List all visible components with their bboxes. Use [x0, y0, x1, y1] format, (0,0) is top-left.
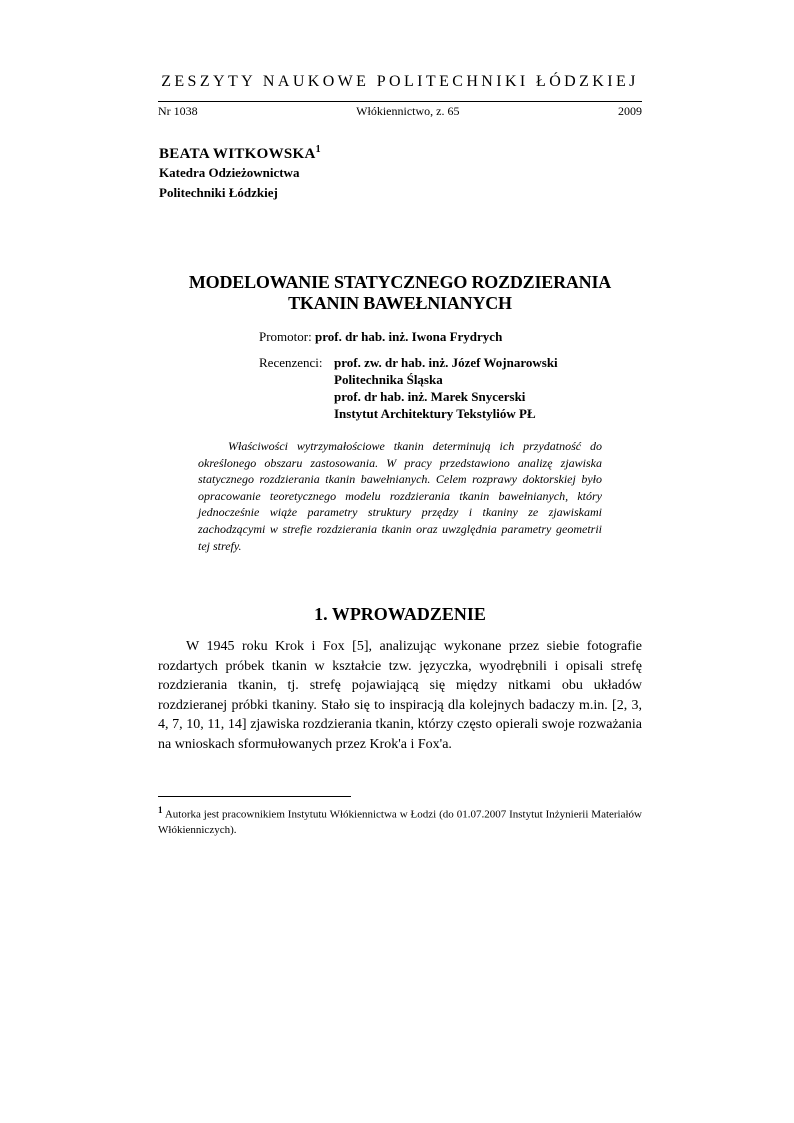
author-footnote-mark: 1 — [315, 144, 321, 155]
affiliation-line2: Politechniki Łódzkiej — [159, 185, 278, 200]
reviewer-line: prof. zw. dr hab. inż. Józef Wojnarowski — [334, 355, 558, 370]
author-name — [159, 144, 321, 163]
body-paragraph: W 1945 roku Krok i Fox [5], analizując wykonane przez siebie fotografie rozdartych próbek tkanin w kształcie tzw. języczka, wyodrębnili i opisali strefę rozdzierania tkanin, tj. strefę pojawiającą się między nitkami obu układów rozdzieranej próbki tkaniny. Stało się to inspiracją dla kolejnych badaczy m.in. [2, 3, 4, 7, 10, 11, 14] zjawiska rozdzierania tkanin, którzy często opierali swoje rozważania na wnioskach sformułowanych przez Krok'a i Fox'a. — [158, 639, 642, 752]
reviewers-label: Recenzenci: — [259, 355, 323, 370]
reviewer-line: Politechnika Śląska — [334, 372, 443, 387]
footnote-text: Autorka jest pracownikiem Instytutu Włókiennictwa w Łodzi (do 01.07.2007 Instytut Inżynierii Materiałów Włókienniczych). — [158, 808, 642, 836]
author-name-text: BEATA WITKOWSKA — [159, 146, 316, 162]
section-heading: 1. WPROWADZENIE — [314, 604, 486, 624]
paper-title-line2: TKANIN BAWEŁNIANYCH — [288, 293, 512, 313]
journal-title: ZESZYTY NAUKOWE POLITECHNIKI ŁÓDZKIEJ — [161, 73, 639, 90]
reviewer-line: Instytut Architektury Tekstyliów PŁ — [334, 406, 536, 421]
abstract: Właściwości wytrzymałościowe tkanin determinują ich przydatność do określonego obszaru zastosowania. W pracy przedstawiono analizę zjawiska statycznego rozdzierania tkanin bawełnianych. Celem rozprawy doktorskiej było opracowanie teoretycznego modelu rozdzierania tkanin bawełnianych, który jednocześnie wiąże parametry struktury przędzy i tkaniny ze zjawiskami zachodzącymi w strefie rozdzierania tkanin oraz uwzględnia parametry geometrii tej strefy. — [198, 439, 602, 553]
issue-series: Włókiennictwo, z. 65 — [356, 104, 460, 118]
affiliation-line1: Katedra Odzieżownictwa — [159, 165, 300, 180]
issue-meta — [158, 104, 642, 119]
reviewer-line: prof. dr hab. inż. Marek Snycerski — [334, 389, 526, 404]
footnote-mark: 1 — [158, 805, 163, 815]
promotor-label: Promotor: — [259, 329, 312, 344]
footnote-rule — [158, 796, 351, 797]
paper-title-line1: MODELOWANIE STATYCZNEGO ROZDZIERANIA — [188, 272, 612, 292]
issue-year: 2009 — [617, 104, 642, 118]
issue-number: Nr 1038 — [158, 104, 198, 118]
footnote — [158, 803, 642, 838]
reviewers — [259, 354, 558, 422]
paper-title — [158, 272, 642, 314]
promotor-name: prof. dr hab. inż. Iwona Frydrych — [314, 329, 503, 344]
header-rule — [158, 101, 642, 102]
author-block — [159, 144, 321, 203]
reviewers-list — [334, 354, 558, 422]
promotor — [259, 329, 502, 345]
